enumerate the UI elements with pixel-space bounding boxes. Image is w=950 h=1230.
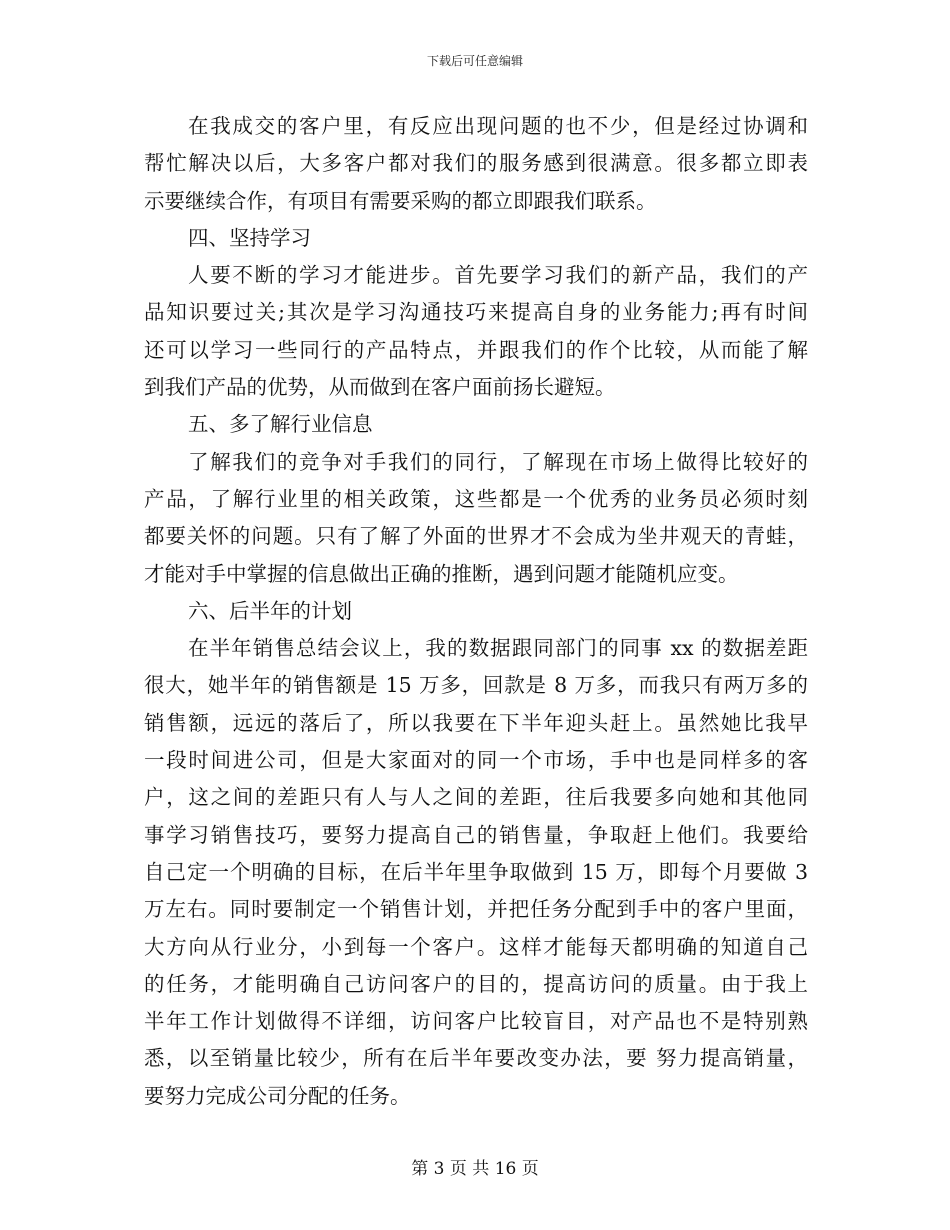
paragraph-line: 了解我们的竞争对手我们的同行，了解现在市场上做得比较好的 (188, 449, 808, 474)
paragraph-line: 事学习销售技巧，要努力提高自己的销售量，争取赶上他们。我要给 (144, 822, 808, 847)
page-header: 下载后可任意编辑 (426, 54, 523, 68)
paragraph-line: 户，这之间的差距只有人与人之间的差距，往后我要多向她和其他同 (144, 785, 808, 810)
paragraph-line: 要努力完成公司分配的任务。 (144, 1083, 411, 1108)
paragraph-line: 产品，了解行业里的相关政策，这些都是一个优秀的业务员必须时刻 (144, 486, 808, 511)
paragraph-line: 人要不断的学习才能进步。首先要学习我们的新产品，我们的产 (188, 263, 808, 288)
paragraph-line: 还可以学习一些同行的产品特点，并跟我们的作个比较，从而能了解 (144, 337, 808, 362)
paragraph-line: 在我成交的客户里，有反应出现问题的也不少，但是经过协调和 (188, 114, 808, 138)
paragraph-line: 一段时间进公司，但是大家面对的同一个市场，手中也是同样多的客 (144, 748, 808, 773)
paragraph-line: 到我们产品的优势，从而做到在客户面前扬长避短。 (144, 375, 616, 400)
paragraph-line: 很大，她半年的销售额是 15 万多，回款是 8 万多，而我只有两万多的 (144, 673, 808, 698)
section-heading: 六、后半年的计划 (188, 598, 352, 623)
paragraph-line: 万左右。同时要制定一个销售计划，并把任务分配到手中的客户里面， (144, 897, 808, 922)
page-number-footer: 第 3 页 共 16 页 (411, 1159, 539, 1179)
paragraph-line: 帮忙解决以后，大多客户都对我们的服务感到很满意。很多都立即表 (144, 151, 808, 176)
section-heading: 四、坚持学习 (188, 225, 311, 250)
paragraph-line: 半年工作计划做得不详细，访问客户比较盲目，对产品也不是特别熟 (144, 1009, 808, 1034)
paragraph-line: 自己定一个明确的目标，在后半年里争取做到 15 万，即每个月要做 3 (144, 859, 808, 884)
paragraph-line: 悉，以至销量比较少，所有在后半年要改变办法，要 努力提高销量， (144, 1046, 808, 1071)
document-body (144, 108, 808, 1115)
paragraph-line: 的任务，才能明确自己访问客户的目的，提高访问的质量。由于我上 (144, 971, 808, 996)
section-heading: 五、多了解行业信息 (188, 412, 373, 437)
paragraph-line: 品知识要过关;其次是学习沟通技巧来提高自身的业务能力;再有时间 (144, 300, 808, 325)
paragraph-line: 都要关怀的问题。只有了解了外面的世界才不会成为坐井观天的青蛙， (144, 524, 808, 549)
paragraph-line: 在半年销售总结会议上，我的数据跟同部门的同事 xx 的数据差距 (188, 636, 808, 661)
paragraph-line: 销售额，远远的落后了，所以我要在下半年迎头赶上。虽然她比我早 (144, 710, 808, 735)
paragraph-line: 大方向从行业分，小到每一个客户。这样才能每天都明确的知道自己 (144, 934, 808, 959)
paragraph-line: 才能对手中掌握的信息做出正确的推断，遇到问题才能随机应变。 (144, 561, 739, 586)
paragraph-line: 示要继续合作，有项目有需要采购的都立即跟我们联系。 (144, 188, 657, 213)
